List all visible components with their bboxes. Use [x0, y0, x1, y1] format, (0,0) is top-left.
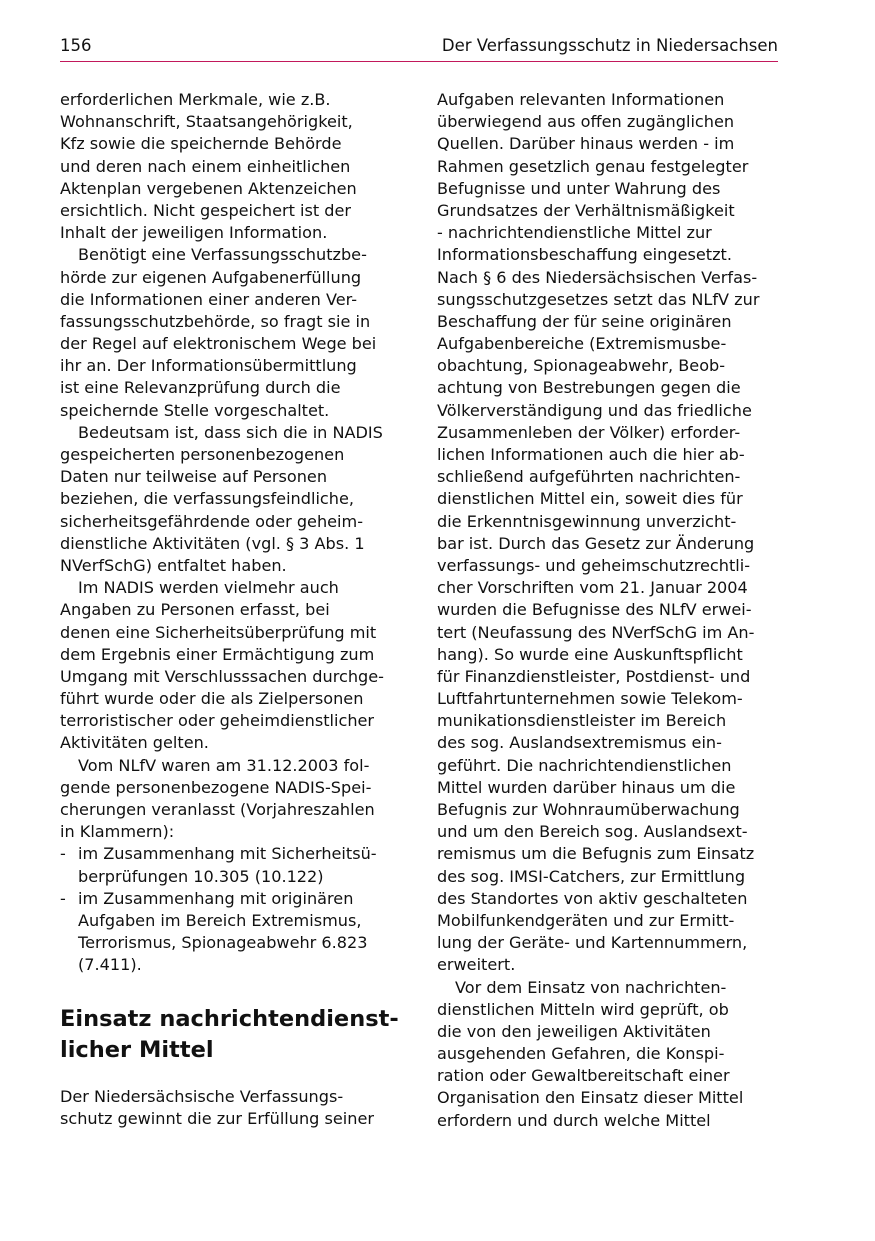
text-line: ersichtlich. Nicht gespeichert ist der	[60, 200, 352, 220]
text-line: verfassungs- und geheimschutzrechtli-	[437, 555, 751, 575]
text-line: Aufgaben im Bereich Extremismus,	[78, 910, 362, 930]
right-column	[437, 89, 782, 1132]
text-line: Grundsatzes der Verhältnismäßigkeit	[437, 200, 735, 220]
text-line: bar ist. Durch das Gesetz zur Änderung	[437, 533, 755, 553]
running-title: Der Verfassungsschutz in Niedersachsen	[441, 36, 778, 55]
text-line: remismus um die Befugnis zum Einsatz	[437, 844, 755, 864]
text-line: ration oder Gewaltbereitschaft einer	[437, 1066, 730, 1086]
text-line: munikationsdienstleister im Bereich	[437, 711, 727, 731]
text-line: in Klammern):	[60, 822, 175, 842]
text-line: Wohnanschrift, Staatsangehörigkeit,	[60, 112, 353, 132]
text-line: und um den Bereich sog. Auslandsext-	[437, 822, 748, 842]
text-line: tert (Neufassung des NVerfSchG im An-	[437, 622, 755, 642]
text-line: Mobilfunkendgeräten und zur Ermitt-	[437, 910, 735, 930]
text-line	[60, 888, 405, 910]
left-column	[60, 89, 405, 977]
text-line: Informationsbeschaffung eingesetzt.	[437, 245, 732, 265]
text-line: fassungsschutzbehörde, so fragt sie in	[60, 311, 371, 331]
text-line	[60, 843, 405, 865]
text-line: Terrorismus, Spionageabwehr 6.823	[78, 933, 368, 953]
text-line: und deren nach einem einheitlichen	[60, 156, 351, 176]
text-line: berprüfungen 10.305 (10.122)	[78, 866, 324, 886]
text-line: Aktivitäten gelten.	[60, 733, 209, 753]
text-line: die von den jeweiligen Aktivitäten	[437, 1021, 711, 1041]
text-line: die Informationen einer anderen Ver-	[60, 289, 358, 309]
text-line: Im NADIS werden vielmehr auch	[78, 578, 339, 598]
text-line: Organisation den Einsatz dieser Mittel	[437, 1088, 744, 1108]
text-line: cher Vorschriften vom 21. Januar 2004	[437, 578, 748, 598]
text-line: NVerfSchG) entfaltet haben.	[60, 555, 287, 575]
list-bullet: -	[60, 844, 66, 864]
text-line: die Erkenntnisgewinnung unverzicht-	[437, 511, 737, 531]
text-line: Aufgabenbereiche (Extremismusbe-	[437, 334, 727, 354]
section-heading	[60, 1004, 405, 1066]
text-line: des sog. Auslandsextremismus ein-	[437, 733, 722, 753]
text-line: Benötigt eine Verfassungsschutzbe-	[78, 245, 367, 265]
text-line: Befugnis zur Wohnraumüberwachung	[437, 800, 740, 819]
text-line: Vor dem Einsatz von nachrichten-	[455, 977, 727, 997]
list-item-text: im Zusammenhang mit originären	[78, 888, 354, 908]
text-line: Zusammenleben der Völker) erforder-	[437, 422, 741, 442]
text-line: Kfz sowie die speichernde Behörde	[60, 134, 342, 154]
text-line: denen eine Sicherheitsüberprüfung mit	[60, 622, 377, 642]
text-line: obachtung, Spionageabwehr, Beob-	[437, 356, 726, 376]
text-line: dienstliche Aktivitäten (vgl. § 3 Abs. 1	[60, 533, 365, 553]
text-line: lichen Informationen auch die hier ab-	[437, 445, 745, 464]
text-line: Rahmen gesetzlich genau festgelegter	[437, 156, 749, 176]
text-line: - nachrichtendienstliche Mittel zur	[437, 223, 712, 243]
list-item-text: im Zusammenhang mit Sicherheitsü-	[78, 844, 377, 864]
text-line: hang). So wurde eine Auskunftspflicht	[437, 644, 743, 664]
text-line: des sog. IMSI-Catchers, zur Ermittlung	[437, 866, 746, 886]
text-line: erforderlichen Merkmale, wie z.B.	[60, 90, 331, 109]
text-line: Daten nur teilweise auf Personen	[60, 467, 328, 487]
text-line: Luftfahrtunternehmen sowie Telekom-	[437, 689, 743, 709]
text-line: führt wurde oder die als Zielpersonen	[60, 689, 364, 709]
left-column-after-heading	[60, 1086, 405, 1130]
text-line: Einsatz nachrichtendienst-	[60, 1006, 399, 1032]
text-line: lung der Geräte- und Kartennummern,	[437, 933, 748, 953]
text-line: hörde zur eigenen Aufgabenerfüllung	[60, 267, 362, 287]
text-line: Aktenplan vergebenen Aktenzeichen	[60, 178, 357, 198]
text-line: erfordern und durch welche Mittel	[437, 1110, 711, 1130]
text-line: Befugnisse und unter Wahrung des	[437, 178, 721, 198]
text-line: erweitert.	[437, 955, 516, 975]
text-line: (7.411).	[78, 955, 142, 975]
text-line: Bedeutsam ist, dass sich die in NADIS	[78, 422, 383, 442]
text-line: Der Niedersächsische Verfassungs-	[60, 1087, 344, 1106]
text-line: dienstlichen Mittel ein, soweit dies für	[437, 489, 743, 509]
text-line: schließend aufgeführten nachrichten-	[437, 467, 741, 487]
text-line: dem Ergebnis einer Ermächtigung zum	[60, 644, 375, 664]
text-line: Umgang mit Verschlusssachen durchge-	[60, 666, 384, 686]
text-line: dienstlichen Mitteln wird geprüft, ob	[437, 999, 729, 1019]
text-line: Mittel wurden darüber hinaus um die	[437, 777, 736, 797]
text-line: ihr an. Der Informationsübermittlung	[60, 356, 357, 376]
text-line: Inhalt der jeweiligen Information.	[60, 223, 328, 243]
text-line: der Regel auf elektronischem Wege bei	[60, 334, 377, 354]
text-line: Beschaffung der für seine originären	[437, 311, 732, 331]
text-line: ausgehenden Gefahren, die Konspi-	[437, 1044, 725, 1064]
text-line: für Finanzdienstleister, Postdienst- und	[437, 666, 751, 686]
text-line: sungsschutzgesetzes setzt das NLfV zur	[437, 289, 760, 309]
text-line: beziehen, die verfassungsfeindliche,	[60, 489, 354, 509]
text-line: Aufgaben relevanten Informationen	[437, 90, 725, 109]
text-line: licher Mittel	[60, 1037, 214, 1063]
text-line: Völkerverständigung und das friedliche	[437, 400, 752, 420]
text-line: cherungen veranlasst (Vorjahreszahlen	[60, 800, 375, 819]
list-bullet: -	[60, 888, 66, 908]
text-line: ist eine Relevanzprüfung durch die	[60, 378, 341, 398]
text-line: Quellen. Darüber hinaus werden - im	[437, 134, 735, 154]
text-line: gende personenbezogene NADIS-Spei-	[60, 777, 372, 797]
text-line: achtung von Bestrebungen gegen die	[437, 378, 741, 398]
text-line: gespeicherten personenbezogenen	[60, 445, 345, 464]
text-line: des Standortes von aktiv geschalteten	[437, 888, 748, 908]
text-line: Angaben zu Personen erfasst, bei	[60, 600, 330, 620]
text-line: speichernde Stelle vorgeschaltet.	[60, 400, 330, 420]
text-line: überwiegend aus offen zugänglichen	[437, 112, 735, 132]
text-line: Vom NLfV waren am 31.12.2003 fol-	[78, 755, 370, 775]
text-line: terroristischer oder geheimdienstlicher	[60, 711, 375, 731]
page-number: 156	[60, 36, 92, 55]
text-line: geführt. Die nachrichtendienstlichen	[437, 755, 732, 775]
text-line: schutz gewinnt die zur Erfüllung seiner	[60, 1109, 374, 1129]
text-line: sicherheitsgefährdende oder geheim-	[60, 511, 364, 531]
page-header	[60, 30, 778, 62]
text-line: Nach § 6 des Niedersächsischen Verfas-	[437, 267, 758, 287]
text-line: wurden die Befugnisse des NLfV erwei-	[437, 600, 752, 620]
